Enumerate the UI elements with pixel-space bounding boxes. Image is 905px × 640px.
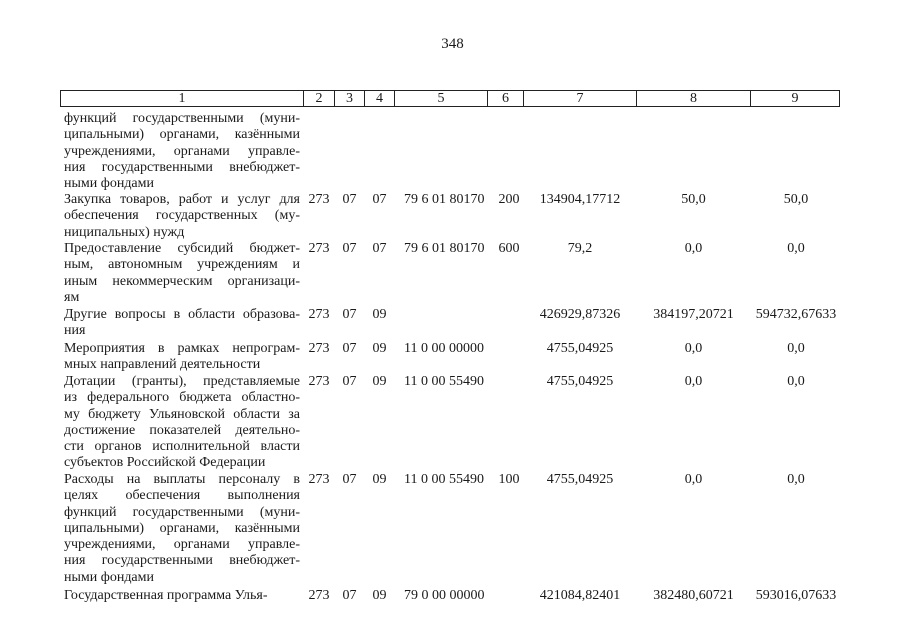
description-line: Государственная программа Улья- [64, 588, 268, 603]
cell-c2: 273 [308, 192, 330, 207]
description-line: ям [64, 289, 80, 305]
cell-c9: 593016,07633 [755, 588, 837, 603]
cell-c2: 273 [308, 307, 330, 322]
header-col-5: 5 [394, 90, 488, 107]
cell-c4: 09 [372, 374, 387, 389]
cell-c5: 11 0 00 00000 [404, 341, 484, 356]
description-line: иным некоммерческим организаци- [64, 273, 300, 289]
cell-c2: 273 [308, 374, 330, 389]
description-line: ными фондами [64, 569, 155, 585]
header-col-7: 7 [523, 90, 637, 107]
cell-c2: 273 [308, 241, 330, 256]
cell-c5: 11 0 00 55490 [404, 472, 484, 487]
description-line: ципальными) органами, казёнными [64, 127, 300, 143]
description-line: мных направлений деятельности [64, 357, 261, 373]
cell-c3: 07 [342, 307, 357, 322]
cell-c3: 07 [342, 374, 357, 389]
description-line: ния государственными внебюджет- [64, 553, 300, 569]
header-col-2: 2 [303, 90, 335, 107]
cell-c3: 07 [342, 472, 357, 487]
description-line: субъектов Российской Федерации [64, 455, 266, 471]
row-description [64, 472, 300, 586]
cell-c3: 07 [342, 241, 357, 256]
description-line: Закупка товаров, работ и услуг для [64, 192, 300, 207]
cell-c7: 4755,04925 [546, 374, 614, 389]
cell-c3: 07 [342, 588, 357, 603]
row-description [64, 111, 300, 192]
description-line: му бюджету Ульяновской области за [64, 406, 300, 422]
row-description [64, 374, 300, 472]
description-line: ния [64, 323, 86, 339]
cell-c8: 0,0 [684, 374, 703, 389]
cell-c8: 0,0 [684, 241, 703, 256]
cell-c7: 79,2 [567, 241, 593, 256]
description-line: учреждениями, органами управле- [64, 143, 300, 159]
description-line: Предоставление субсидий бюджет- [64, 241, 300, 256]
cell-c5: 79 6 01 80170 [404, 241, 485, 256]
header-col-4: 4 [364, 90, 395, 107]
cell-c8: 0,0 [684, 341, 703, 356]
cell-c8: 0,0 [684, 472, 703, 487]
header-col-8: 8 [636, 90, 751, 107]
cell-c7: 421084,82401 [539, 588, 621, 603]
cell-c9: 594732,67633 [755, 307, 837, 322]
description-line: ниципальных) нужд [64, 224, 185, 240]
cell-c4: 09 [372, 472, 387, 487]
cell-c8: 50,0 [681, 192, 706, 207]
cell-c8: 384197,20721 [653, 307, 734, 322]
cell-c6: 600 [498, 241, 520, 256]
description-line: Другие вопросы в области образова- [64, 307, 300, 322]
header-col-9: 9 [750, 90, 840, 107]
description-line: достижение показателей деятельно- [64, 422, 300, 438]
cell-c4: 07 [372, 192, 387, 207]
header-col-1: 1 [60, 90, 304, 107]
cell-c6: 100 [498, 472, 520, 487]
description-line: ния государственными внебюджет- [64, 159, 300, 175]
cell-c2: 273 [308, 588, 330, 603]
description-line: обеспечения государственных (му- [64, 208, 300, 224]
cell-c5: 79 0 00 00000 [404, 588, 485, 603]
cell-c9: 0,0 [787, 341, 805, 356]
description-line: Расходы на выплаты персоналу в [64, 472, 300, 487]
cell-c5: 11 0 00 55490 [404, 374, 484, 389]
cell-c3: 07 [342, 341, 357, 356]
cell-c7: 426929,87326 [539, 307, 621, 322]
cell-c4: 07 [372, 241, 387, 256]
cell-c4: 09 [372, 341, 387, 356]
description-line: ципальными) органами, казёнными [64, 520, 300, 536]
cell-c7: 134904,17712 [539, 192, 621, 207]
cell-c7: 4755,04925 [546, 472, 614, 487]
cell-c9: 0,0 [787, 241, 805, 256]
row-description [64, 241, 300, 306]
cell-c2: 273 [308, 341, 330, 356]
row-description [64, 192, 300, 241]
description-line: функций государственными (муни- [64, 504, 300, 520]
description-line: ными фондами [64, 176, 155, 192]
description-line: целях обеспечения выполнения [64, 488, 300, 504]
cell-c5: 79 6 01 80170 [404, 192, 485, 207]
row-description [64, 341, 300, 374]
cell-c3: 07 [342, 192, 357, 207]
description-line: Дотации (гранты), представляемые [64, 374, 300, 389]
cell-c7: 4755,04925 [546, 341, 614, 356]
page-number: 348 [441, 36, 464, 52]
cell-c6: 200 [498, 192, 520, 207]
header-col-3: 3 [334, 90, 365, 107]
description-line: Мероприятия в рамках непрограм- [64, 341, 300, 356]
description-line: из федерального бюджета областно- [64, 390, 300, 406]
cell-c9: 50,0 [783, 192, 809, 207]
row-description [64, 588, 300, 604]
cell-c8: 382480,60721 [653, 588, 734, 603]
description-line: ным, автономным учреждениям и [64, 257, 300, 273]
description-line: учреждениями, органами управле- [64, 537, 300, 553]
cell-c9: 0,0 [787, 472, 805, 487]
description-line: функций государственными (муни- [64, 111, 300, 126]
row-description [64, 307, 300, 340]
description-line: сти органов исполнительной власти [64, 439, 300, 455]
cell-c4: 09 [372, 588, 387, 603]
cell-c4: 09 [372, 307, 387, 322]
cell-c2: 273 [308, 472, 330, 487]
cell-c9: 0,0 [787, 374, 805, 389]
header-col-6: 6 [487, 90, 524, 107]
